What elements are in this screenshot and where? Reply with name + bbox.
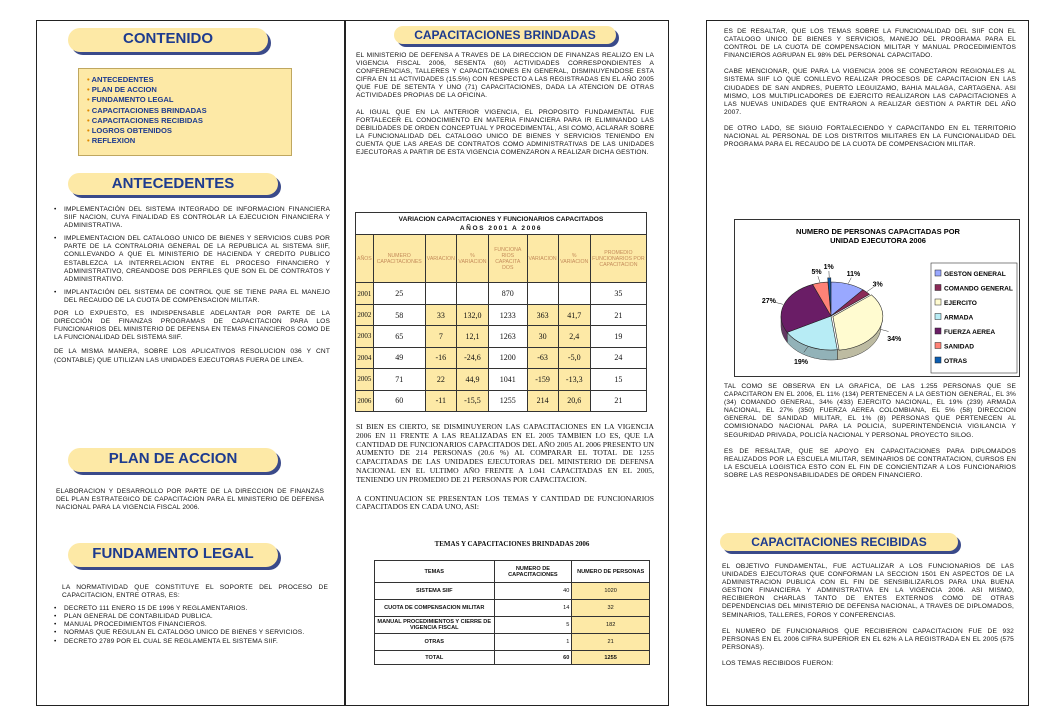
antecedentes-body	[54, 206, 330, 371]
variacion-cell: 33	[425, 304, 456, 325]
variacion-cell: 71	[373, 369, 425, 390]
legend-label: COMANDO GENERAL	[944, 285, 1013, 293]
pie-chart-svg	[735, 220, 1021, 378]
variacion-cell: -13,3	[558, 369, 590, 390]
table-row	[375, 617, 650, 634]
variacion-cell: -11	[425, 390, 456, 411]
variacion-cell: -16	[425, 347, 456, 368]
col3-paragraph: EL NUMERO DE FUNCIONARIOS QUE RECIBIERON CAPACITACION FUE DE 932 PERSONAS EN EL 2006 CIFRA SUPERIOR EN EL 62% A LA REGISTRADA EN EL 2005 (575 PERSONAS).	[722, 627, 1014, 651]
legend-swatch	[935, 270, 941, 276]
variacion-cell: 7	[425, 326, 456, 347]
pie-data-label: 19%	[793, 359, 809, 366]
variacion-cell: 21	[590, 390, 646, 411]
pie-data-label: 3%	[872, 281, 883, 289]
antecedentes-bullet: • IMPLANTACIÓN DEL SISTEMA DE CONTROL QUE SE TIENE PARA EL MANEJO DEL RECAUDO DE LA CUOTA DE COMPENSACION MILITAR.	[54, 289, 330, 305]
legend-swatch	[935, 357, 941, 363]
variacion-cell: 21	[590, 304, 646, 325]
toc-item[interactable]: • CAPACITACIONES BRINDADAS	[87, 106, 283, 116]
variacion-cell: 363	[527, 304, 558, 325]
variacion-cell	[527, 283, 558, 304]
legend-swatch	[935, 285, 941, 291]
variacion-table	[355, 212, 647, 412]
variacion-cell: 2002	[356, 304, 374, 325]
toc-item[interactable]: • CAPACITACIONES RECIBIDAS	[87, 116, 283, 126]
fundamento-legal-title: FUNDAMENTO LEGAL	[68, 543, 278, 567]
variacion-cell: 1263	[489, 326, 527, 347]
temas-cell: 182	[572, 617, 650, 634]
legend-swatch	[935, 343, 941, 349]
antecedentes-paragraph: POR LO EXPUESTO, ES INDISPENSABLE ADELANTAR POR PARTE DE LA DIRECCIÓN DE FINANZAS PROGRAMAS DE CAPACITACION PARA LOS FUNCIONARIOS DEL MINISTERIO DE DEFENSA EN TEMAS FINANCIEROS COMO DE LA FUNCIONALIDAD DEL SISTEMA SIIF.	[54, 310, 330, 342]
pie-data-label: 34%	[887, 336, 902, 343]
temas-cell: 40	[494, 583, 572, 600]
pie-leader-line	[880, 329, 888, 331]
temas-cell: TOTAL	[375, 651, 495, 665]
variacion-header-cell: % VARIACION	[456, 235, 488, 283]
temas-header-cell: NUMERO DE CAPACITACIONES	[494, 561, 572, 583]
fundamento-item: • PLAN GENERAL DE CONTABILIDAD PUBLICA.	[54, 613, 328, 621]
brindadas-paragraph: A CONTINUACION SE PRESENTAN LOS TEMAS Y CANTIDAD DE FUNCIONARIOS CAPACITADOS EN CADA UNO, ASI:	[356, 493, 654, 512]
fundamento-item: • DECRETO 2789 POR EL CUAL SE REGLAMENTA EL SISTEMA SIIF.	[54, 638, 328, 646]
variacion-cell: 41,7	[558, 304, 590, 325]
variacion-cell: 2006	[356, 390, 374, 411]
variacion-cell: 1255	[489, 390, 527, 411]
variacion-header-cell: FUNCIONA RIOS CAPACITA DOS	[489, 235, 527, 283]
variacion-cell: -63	[527, 347, 558, 368]
plan-de-accion-title: PLAN DE ACCION	[68, 448, 278, 472]
temas-header-cell: NUMERO DE PERSONAS	[572, 561, 650, 583]
legend-label: EJERCITO	[944, 300, 977, 307]
variacion-cell: 35	[590, 283, 646, 304]
variacion-cell: 65	[373, 326, 425, 347]
variacion-cell: 870	[489, 283, 527, 304]
variacion-cell: 2001	[356, 283, 374, 304]
variacion-header-cell: VARIACION	[425, 235, 456, 283]
variacion-cell: 22	[425, 369, 456, 390]
temas-cell: 60	[494, 651, 572, 665]
table-row	[356, 283, 647, 304]
variacion-cell: 214	[527, 390, 558, 411]
col3-paragraph: TAL COMO SE OBSERVA EN LA GRAFICA, DE LAS 1.255 PERSONAS QUE SE CAPACITARON EN EL 2006, EL 11% (134) PERTENECEN A LA GESTION GENERAL, EL 3% (34) COMANDO GENERAL, 34% (433) EJERCITO NACIONAL, EL 19% (239) ARMADA NACIONAL, EL 27% (350) FUERZA AEREA COLOMBIANA, EL 5% (58) DIRECCION GENERAL DE SANIDAD MILITAR, EL 1% (8) PERSONAS QUE PERTENECEN AL COMISIONADO NACIONAL PARA LA POLICIA, SUPERINTENDENCIA VIGILANCIA Y SEGURIDAD PRIVADA, POLICÍA NACIONAL Y PERSONAL PROYECTO SILOG.	[724, 383, 1016, 439]
capacitaciones-recibidas-title: CAPACITACIONES RECIBIDAS	[720, 533, 958, 551]
pie-leader-line	[818, 276, 820, 282]
legend-label: OTRAS	[944, 358, 968, 365]
variacion-header-cell: AÑOS	[356, 235, 374, 283]
temas-cell: 32	[572, 600, 650, 617]
legend-swatch	[935, 299, 941, 305]
legend-label: FUERZA AEREA	[944, 329, 996, 336]
variacion-cell: 1233	[489, 304, 527, 325]
legend-swatch	[935, 314, 941, 320]
variacion-header-cell: PROMEDIO FUNCIONARIOS POR CAPACITACION	[590, 235, 646, 283]
antecedentes-bullet: • IMPLEMENTACIÓN DEL SISTEMA INTEGRADO DE INFORMACION FINANCIERA SIIF NACION, CUYA FINALIDAD ES CONTROLAR LA EJECUCION FINANCIERA Y ADMINISTRATIVA.	[54, 206, 330, 230]
toc-item[interactable]: • ANTECEDENTES	[87, 75, 283, 85]
pie-leader-line	[848, 278, 851, 284]
temas-table	[374, 560, 650, 665]
temas-cell: 1	[494, 634, 572, 651]
temas-cell: SISTEMA SIIF	[375, 583, 495, 600]
pie-data-label: 11%	[846, 270, 861, 278]
temas-cell: OTRAS	[375, 634, 495, 651]
toc-item[interactable]: • REFLEXION	[87, 136, 283, 146]
capacitaciones-brindadas-title: CAPACITACIONES BRINDADAS	[394, 26, 616, 44]
variacion-header-cell: NUMERO CAPACITACIONES	[373, 235, 425, 283]
toc-item[interactable]: • PLAN DE ACCION	[87, 85, 283, 95]
variacion-cell	[456, 283, 488, 304]
toc-item[interactable]: • FUNDAMENTO LEGAL	[87, 95, 283, 105]
temas-cell: 1255	[572, 651, 650, 665]
variacion-cell: 2,4	[558, 326, 590, 347]
col3-paragraph: CABE MENCIONAR, QUE PARA LA VIGENCIA 2006 SE CONECTARON REGIONALES AL SISTEMA SIIF LO QUE CONLLEVO REALIZAR PROCESOS DE CAPACITACION EN LAS CIUDADES DE SAN ANDRES, PUERTO LEGUIZAMO, BAHIA MALAGA, CARTAGENA. ASI MISMO, LOS MULTIPLICADORES DE EJERCITO REALIZARON LAS CAPACITACIONES A LAS NUEVAS UNIDADES QUE ENTRARON A REALIZAR GESTION A PARTIR DEL AÑO 2007.	[724, 68, 1016, 116]
temas-table-title: TEMAS Y CAPACITACIONES BRINDADAS 2006	[434, 540, 590, 548]
fundamento-item: • MANUAL PROCEDIMIENTOS FINANCIEROS.	[54, 621, 328, 629]
variacion-cell: 49	[373, 347, 425, 368]
variacion-cell: 2003	[356, 326, 374, 347]
col3-body-middle	[724, 383, 1016, 486]
variacion-cell	[558, 283, 590, 304]
variacion-cell: 2005	[356, 369, 374, 390]
table-of-contents	[78, 68, 292, 156]
fundamento-item: • NORMAS QUE REGULAN EL CATALOGO UNICO DE BIENES Y SERVICIOS.	[54, 629, 328, 637]
chart-title: NUMERO DE PERSONAS CAPACITADAS POR	[796, 227, 960, 236]
table-row	[356, 369, 647, 390]
variacion-cell: 58	[373, 304, 425, 325]
chart-title: UNIDAD EJECUTORA 2006	[830, 236, 926, 245]
variacion-table-caption: VARIACION CAPACITACIONES Y FUNCIONARIOS CAPACITADOS AÑOS 2001 A 2006	[356, 213, 647, 235]
variacion-header-cell: % VARIACION	[558, 235, 590, 283]
variacion-cell: 2004	[356, 347, 374, 368]
brindadas-body-top	[356, 52, 654, 163]
variacion-cell: 1200	[489, 347, 527, 368]
col3-paragraph: DE OTRO LADO, SE SIGUIO FORTALECIENDO Y CAPACITANDO EN EL TERRITORIO NACIONAL AL PERSONAL DE LOS DISTRITOS MILITARES EN LA FUNCIONALIDAD DEL PROGRAMA PARA EL RECAUDO DE LA CUOTA DE COMPENSACION MILITAR.	[724, 124, 1016, 149]
variacion-cell: -15,5	[456, 390, 488, 411]
brindadas-paragraph: AL IGUAL QUE EN LA ANTERIOR VIGENCIA, EL PROPOSITO FUNDAMENTAL FUE FORTALECER EL CONOCIMIENTO EN MATERIA FINANCIERA PARA IR ELIMINANDO LAS DEBILIDADES DE ORDEN CONCEPTUAL Y PROCEDIMENTAL, ASI COMO, ACLARAR SOBRE LA FUNCIONALIDAD DEL CATALOGO UNICO DE BIENES Y SERVICIOS TENIENDO EN CUENTA QUE LAS AREAS DE CONTRATOS COMO ADMINISTRATIVAS DE LAS UNIDADES EJECUTORAS A PARTIR DE ESTA VIGENCIA COMENZARON A REALIZAR DICHA GESTION.	[356, 108, 654, 157]
brindadas-paragraph: SI BIEN ES CIERTO, SE DISMINUYERON LAS CAPACITACIONES EN LA VIGENCIA 2006 EN 11 FRENTE A LAS REALIZADAS EN EL 2005 TAMBIEN LO ES, QUE LA CANTIDAD DE FUNCIONARIOS CAPACITADOS DEL AÑO 2005 AL 2006 PRESENTO UN AUMENTO DE 214 PERSONAS (20.6 %) AL COMPARAR EL TOTAL DE 1255 CAPACITADAS DE LAS UNIDADES EJECUTORAS DEL MINISTERIO DE DEFENSA NACIONAL EN EL ULTIMO AÑO FRENTE A 1.041 CAPACITADAS EN EL 2005, TENIENDO UN PROMEDIO DE 21 PERSONAS POR CAPACITACION.	[356, 422, 654, 484]
antecedentes-bullet: • IMPLEMENTACION DEL CATALOGO UNICO DE BIENES Y SERVICIOS CUBS POR PARTE DE LA CONTRALORIA GENERAL DE LA REPUBLICA AL SISTEMA SIIF, CONLLEVANDO A QUE EL MINISTERIO DE HACIENDA Y CREDITO PUBLICO ESTABLEZCA LA INTERRELACION ENTRE EL PROCESO FINANCIERO Y ADMINISTRATIVO, CREANDOSE DOS PERFILES QUE SON EL DE CONTRATOS Y ADMINISTRATIVO.	[54, 235, 330, 284]
table-row	[356, 304, 647, 325]
table-row	[375, 583, 650, 600]
brindadas-paragraph: EL MINISTERIO DE DEFENSA A TRAVES DE LA DIRECCION DE FINANZAS REALIZO EN LA VIGENCIA FISCAL 2006, SESENTA (60) ACTIVIDADES CORRESPONDIENTES A CONFERENCIAS, TALLERES Y CAPACITACIONES EN GENERAL, DISMINUYENDOSE ESTA CIFRA EN 11 ACTIVIDADES (15.5%) CON RESPECTO A LAS REGISTRADAS EN EL AÑO 2005 QUE FUE DE SETENTA Y UNO (71) CAPACITACIONES, DADA LA ATENCION DE OTRAS ACTIVIDADES PROPIAS DE LA OFICINA.	[356, 52, 654, 100]
variacion-cell: 60	[373, 390, 425, 411]
variacion-cell: 12,1	[456, 326, 488, 347]
temas-header-cell: TEMAS	[375, 561, 495, 583]
col3-body-top	[724, 28, 1016, 155]
variacion-cell: 1041	[489, 369, 527, 390]
legend-label: SANIDAD	[944, 343, 975, 351]
fundamento-item: • DECRETO 111 ENERO 15 DE 1996 Y REGLAMENTARIOS.	[54, 605, 328, 613]
variacion-cell: 15	[590, 369, 646, 390]
col3-body-bottom	[722, 563, 1014, 674]
legend-label: GESTON GENERAL	[944, 271, 1006, 278]
col3-paragraph: ES DE RESALTAR, QUE LOS TEMAS SOBRE LA FUNCIONALIDAD DEL SIIF CON EL CATALOGO UNICO DE BIENES Y SERVICIOS, MANEJO DEL PROGRAMA PARA EL CONTROL DE LA CUOTA DE COMPENSACION MILITAR Y MANUAL PROCEDIMIENTOS FINANCIEROS AGRUPAN EL 98% DEL PERSONAL CAPACITADO.	[724, 28, 1016, 60]
table-row	[375, 634, 650, 651]
col3-paragraph: EL OBJETIVO FUNDAMENTAL, FUE ACTUALIZAR A LOS FUNCIONARIOS DE LAS UNIDADES EJECUTORAS QUE CONFORMAN LA SECCION 1501 EN ASPECTOS DE LA ADMINISTRACION PUBLICA CON EL FIN DE SENSIBILIZARLOS PARA UNA BUENA GESTION FINANCIERA Y ADMINISTRATIVA EN LA VIGENCIA 2006. ASI MISMO, RECIBIERON CHARLAS TANTO DE ENTES EXTERNOS COMO DE OTRAS DEPENDENCIAS DEL MINISTERIO DE DEFENSA NACIONAL, A TRAVES DE DIPLOMADOS, SEMINARIOS, TALLERES, FOROS Y CONFERENCIAS.	[722, 563, 1014, 619]
antecedentes-title: ANTECEDENTES	[68, 173, 278, 195]
variacion-cell: -5,0	[558, 347, 590, 368]
variacion-cell: 44,9	[456, 369, 488, 390]
variacion-cell: 20,6	[558, 390, 590, 411]
legend-swatch	[935, 328, 941, 334]
legend-label: ARMADA	[944, 314, 974, 322]
temas-cell: CUOTA DE COMPENSACION MILITAR	[375, 600, 495, 617]
variacion-cell: 30	[527, 326, 558, 347]
antecedentes-paragraph: DE LA MISMA MANERA, SOBRE LOS APLICATIVOS RESOLUCION 036 Y CNT (CONTABLE) QUE UTILIZAN LAS UNIDADES EJECUTORAS FUERA DE LINEA.	[54, 348, 330, 364]
variacion-cell: 25	[373, 283, 425, 304]
toc-item[interactable]: • LOGROS OBTENIDOS	[87, 126, 283, 136]
pie-data-label: 27%	[761, 297, 776, 305]
pie-data-label: 5%	[811, 269, 822, 277]
pie-data-label: 1%	[823, 263, 834, 271]
variacion-cell: -24,6	[456, 347, 488, 368]
col3-paragraph: LOS TEMAS RECIBIDOS FUERON:	[722, 659, 834, 667]
plan-de-accion-body: ELABORACION Y DESARROLLO POR PARTE DE LA DIRECCION DE FINANZAS DEL PLAN ESTRATEGICO DE CAPACITACION PARA EL MINISTERIO DE DEFENSA NACIONAL PARA LA VIGENCIA FISCAL 2006.	[56, 488, 324, 512]
table-row	[375, 600, 650, 617]
table-row	[356, 347, 647, 368]
variacion-cell: 132,0	[456, 304, 488, 325]
brindadas-body-bottom	[356, 423, 654, 518]
col3-paragraph: ES DE RESALTAR, QUE SE APOYO EN CAPACITACIONES PARA DIPLOMADOS REALIZADOS POR LA ESCUELA MILITAR, SEMINARIOS DE CONTRATACION, CURSOS EN LA ESCUELA LOGISTICA ESTO CON EL FIN DE CONCIENTIZAR A LOS FUNCIONARIOS SOBRE LAS RESPONSABILIDADES DE ORDEN FINANCIERO.	[724, 447, 1016, 479]
temas-cell: 14	[494, 600, 572, 617]
variacion-header-cell: VARIACION	[527, 235, 558, 283]
variacion-cell: 19	[590, 326, 646, 347]
table-row	[356, 326, 647, 347]
fundamento-legal-body	[56, 584, 328, 646]
table-row	[375, 651, 650, 665]
variacion-cell: -159	[527, 369, 558, 390]
fundamento-intro: LA NORMATIVIDAD QUE CONSTITUYE EL SOPORTE DEL PROCESO DE CAPACITACION, ENTRE OTRAS, ES:	[62, 584, 328, 600]
pie-chart	[734, 219, 1020, 377]
contenido-title: CONTENIDO	[68, 28, 268, 52]
variacion-cell: 24	[590, 347, 646, 368]
variacion-cell	[425, 283, 456, 304]
temas-cell: 21	[572, 634, 650, 651]
temas-cell: MANUAL PROCEDIMIENTOS Y CIERRE DE VIGENCIA FISCAL	[375, 617, 495, 634]
temas-cell: 1020	[572, 583, 650, 600]
temas-cell: 5	[494, 617, 572, 634]
table-row	[356, 390, 647, 411]
